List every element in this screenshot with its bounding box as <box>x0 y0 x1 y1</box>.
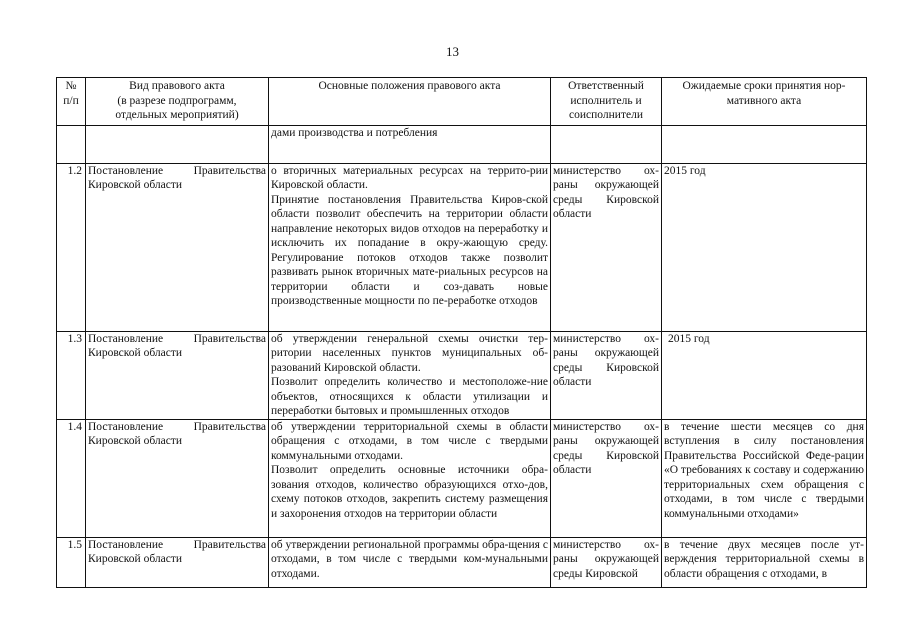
row-act-type: Постановление Правительства Кировской области <box>86 419 269 537</box>
provisions-text: дами производства и потребления <box>271 126 438 139</box>
legal-acts-table <box>56 77 867 588</box>
provisions-text: Принятие постановления Правительства Киров-ской области позволит обеспечить на территории области направление некоторых видов отходов на переработку и исключить их попадание в окру-жающую среду. Регулирование потоков отходов также позволит развивать рынок вторичных мате-риальных ресурсов на территории области и соз-давать новые производственные мощности по пе-реработке отходов <box>271 193 548 307</box>
row-num: 1.2 <box>57 163 86 331</box>
row-provisions <box>269 125 551 163</box>
header-act-type: Вид правового акта (в разрезе подпрограмм, отдельных мероприятий) <box>86 78 269 126</box>
provisions-text: Позволит определить количество и местоположе-ние объектов, относящихся к области утилизации и переработки бытовых и промышленных отходов <box>271 376 548 417</box>
row-num: 1.3 <box>57 331 86 419</box>
row-responsible <box>551 125 662 163</box>
row-provisions <box>269 163 551 331</box>
table-row <box>57 419 867 537</box>
provisions-text: о вторичных материальных ресурсах на террито-рии Кировской области. <box>271 164 548 191</box>
row-responsible: министерство ох-раны окружающей среды Кировской области <box>551 419 662 537</box>
row-act-type: Постановление Правительства Кировской области <box>86 331 269 419</box>
header-provisions: Основные положения правового акта <box>269 78 551 126</box>
row-deadline: 2015 год <box>662 163 867 331</box>
row-act-type: Постановление Правительства Кировской области <box>86 537 269 587</box>
row-deadline <box>662 125 867 163</box>
header-num: № п/п <box>57 78 86 126</box>
table-header-row <box>57 78 867 126</box>
row-act-type <box>86 125 269 163</box>
row-num: 1.4 <box>57 419 86 537</box>
provisions-text: Позволит определить основные источники обра-зования отходов, количество образующихся отхо-дов, схему потоков отходов, закрепить систему размещения и захоронения отходов на территории области <box>271 464 548 520</box>
header-deadline: Ожидаемые сроки принятия нор- мативного акта <box>662 78 867 126</box>
row-deadline: в течение шести месяцев со дня вступления в силу постановления Правительства Российской Феде-рации «О требованиях к составу и содержанию территориальных схем обращения с отходами, в том числе с твердыми коммунальными отходами» <box>662 419 867 537</box>
row-act-type: Постановление Правительства Кировской области <box>86 163 269 331</box>
table-row <box>57 537 867 587</box>
provisions-text: об утверждении генеральной схемы очистки тер-ритории населенных пунктов муниципальных об-разований Кировской области. <box>271 332 548 374</box>
row-responsible: министерство ох-раны окружающей среды Кировской <box>551 537 662 587</box>
table-row <box>57 163 867 331</box>
row-num: 1.5 <box>57 537 86 587</box>
table-row <box>57 331 867 419</box>
row-provisions <box>269 537 551 587</box>
row-responsible: министерство ох-раны окружающей среды Кировской области <box>551 331 662 419</box>
provisions-text: об утверждении региональной программы обра-щения с отходами, в том числе с твердыми ком-мунальными отходами. <box>271 538 548 580</box>
row-responsible: министерство ох-раны окружающей среды Кировской области <box>551 163 662 331</box>
row-provisions <box>269 331 551 419</box>
provisions-text: об утверждении территориальной схемы в области обращения с отходами, в том числе с твердыми коммунальными отходами. <box>271 420 548 462</box>
row-provisions <box>269 419 551 537</box>
page-number: 13 <box>446 44 459 59</box>
header-responsible: Ответственный исполнитель и соисполнители <box>551 78 662 126</box>
row-deadline: 2015 год <box>662 331 867 419</box>
table-row <box>57 125 867 163</box>
row-num <box>57 125 86 163</box>
row-deadline: в течение двух месяцев после ут-верждения территориальной схемы в области обращения с отходами, в <box>662 537 867 587</box>
